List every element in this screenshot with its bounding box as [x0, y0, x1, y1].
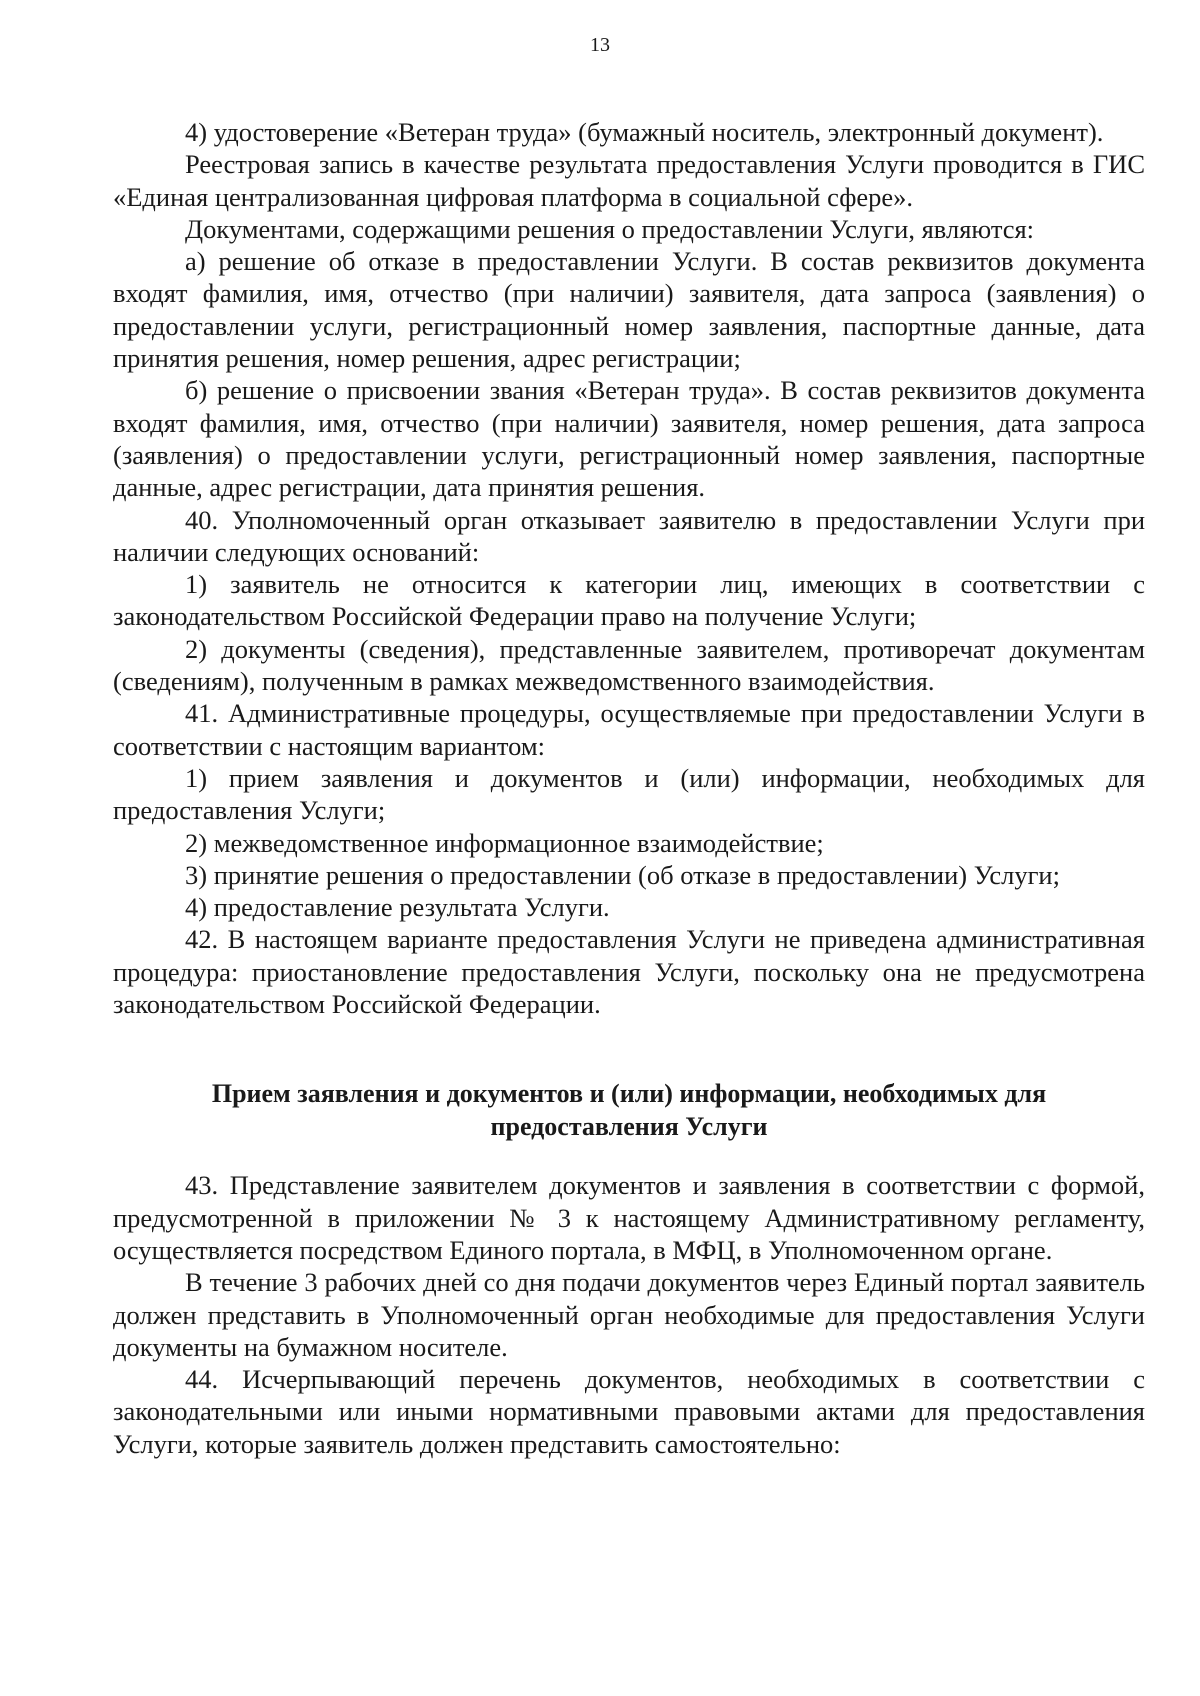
section-heading-line: предоставления Услуги — [490, 1112, 768, 1142]
paragraph: 3) принятие решения о предоставлении (об отказе в предоставлении) Услуги; — [185, 859, 1060, 890]
document-body — [113, 116, 1145, 1460]
paragraph: 44. Исчерпывающий перечень документов, необходимых в соответствии с законодательными или иными нормативными правовыми актами для предоставления Услуги, которые заявитель должен представить самостоятельно: — [113, 1364, 1145, 1459]
paragraph: 41. Административные процедуры, осуществляемые при предоставлении Услуги в соответствии с настоящим вариантом: — [113, 698, 1145, 761]
paragraph: 43. Представление заявителем документов и заявления в соответствии с формой, предусмотренной в приложении № 3 к настоящему Административному регламенту, осуществляется посредством Единого портала, в МФЦ, в Уполномоченном органе. — [113, 1170, 1145, 1265]
paragraph: а) решение об отказе в предоставлении Услуги. В состав реквизитов документа входят фамилия, имя, отчество (при наличии) заявителя, дата запроса (заявления) о предоставлении услуги, регистрационный номер заявления, паспортные данные, дата принятия решения, номер решения, адрес регистрации; — [113, 246, 1145, 374]
paragraph: 40. Уполномоченный орган отказывает заявителю в предоставлении Услуги при наличии следующих оснований: — [113, 504, 1145, 567]
paragraph: 2) документы (сведения), представленные заявителем, противоречат документам (сведениям), полученным в рамках межведомственного взаимодействия. — [113, 633, 1145, 697]
paragraph: б) решение о присвоении звания «Ветеран труда». В состав реквизитов документа входят фамилия, имя, отчество (при наличии) заявителя, номер решения, дата запроса (заявления) о предоставлении услуги, регистрационный номер заявления, паспортные данные, адрес регистрации, дата принятия решения. — [113, 375, 1145, 503]
paragraph: В течение 3 рабочих дней со дня подачи документов через Единый портал заявитель должен представить в Уполномоченный орган необходимые для предоставления Услуги документы на бумажном носителе. — [113, 1267, 1145, 1362]
paragraph: 1) заявитель не относится к категории лиц, имеющих в соответствии с законодательством Российской Федерации право на получение Услуги; — [113, 569, 1145, 632]
paragraph: 42. В настоящем варианте предоставления Услуги не приведена административная процедура: приостановление предоставления Услуги, поскольку она не предусмотрена законодательством Российской Федерации. — [113, 924, 1145, 1020]
paragraph: Документами, содержащими решения о предоставлении Услуги, являются: — [185, 213, 1035, 244]
section-heading — [113, 1077, 1145, 1143]
paragraph: 4) удостоверение «Ветеран труда» (бумажный носитель, электронный документ). — [185, 117, 1104, 147]
page-number: 13 — [590, 34, 610, 56]
paragraph: 2) межведомственное информационное взаимодействие; — [185, 827, 824, 858]
paragraph: 4) предоставление результата Услуги. — [185, 892, 610, 923]
paragraph: Реестровая запись в качестве результата предоставления Услуги проводится в ГИС «Единая централизованная цифровая платформа в социальной сфере». — [113, 149, 1145, 212]
section-heading-line: Прием заявления и документов и (или) информации, необходимых для — [211, 1079, 1047, 1109]
paragraph: 1) прием заявления и документов и (или) информации, необходимых для предоставления Услуги; — [113, 762, 1145, 826]
